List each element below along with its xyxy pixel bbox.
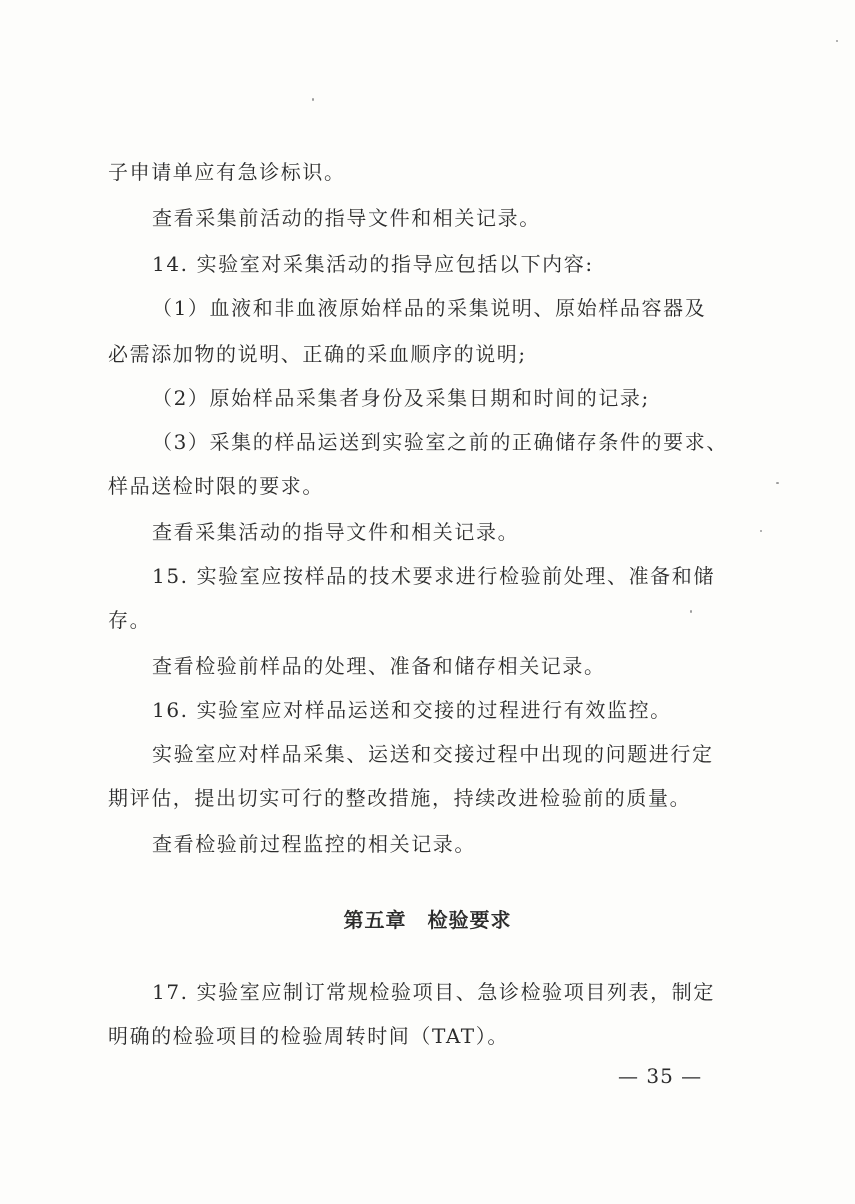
page-number: — 35 —	[618, 1064, 703, 1088]
chapter-title: 第五章 检验要求	[343, 908, 512, 932]
scan-speck	[690, 610, 692, 613]
scan-speck	[312, 98, 314, 101]
item-16-body-cont: 期评估，提出切实可行的整改措施，持续改进检验前的质量。	[108, 786, 692, 810]
text-line-check-1: 查看采集活动的指导文件和相关记录。	[152, 520, 520, 544]
item-14-sub-2: （2）原始样品采集者身份及采集日期和时间的记录;	[152, 386, 650, 410]
item-14-sub-1: （1）血液和非血液原始样品的采集说明、原始样品容器及	[152, 296, 707, 320]
text-line-check-2: 查看检验前样品的处理、准备和储存相关记录。	[152, 654, 606, 678]
item-14-sub-3-cont: 样品送检时限的要求。	[108, 474, 324, 498]
scan-speck	[760, 530, 762, 532]
text-line-2: 查看采集前活动的指导文件和相关记录。	[152, 206, 541, 230]
item-15-heading: 15. 实验室应按样品的技术要求进行检验前处理、准备和储	[152, 564, 715, 588]
item-15-cont: 存。	[108, 608, 152, 632]
scan-speck	[836, 40, 838, 42]
scan-speck	[776, 482, 779, 484]
item-16-heading: 16. 实验室应对样品运送和交接的过程进行有效监控。	[152, 698, 672, 722]
item-14-heading: 14. 实验室对采集活动的指导应包括以下内容:	[152, 252, 594, 276]
text-line-1: 子申请单应有急诊标识。	[108, 160, 346, 184]
item-16-body: 实验室应对样品采集、运送和交接过程中出现的问题进行定	[152, 742, 714, 766]
item-14-sub-1-cont: 必需添加物的说明、正确的采血顺序的说明;	[108, 342, 527, 366]
item-17-heading: 17. 实验室应制订常规检验项目、急诊检验项目列表，制定	[152, 980, 715, 1004]
item-17-cont: 明确的检验项目的检验周转时间（TAT）。	[108, 1024, 509, 1048]
item-14-sub-3: （3）采集的样品运送到实验室之前的正确储存条件的要求、	[152, 430, 728, 454]
text-line-check-3: 查看检验前过程监控的相关记录。	[152, 832, 476, 856]
